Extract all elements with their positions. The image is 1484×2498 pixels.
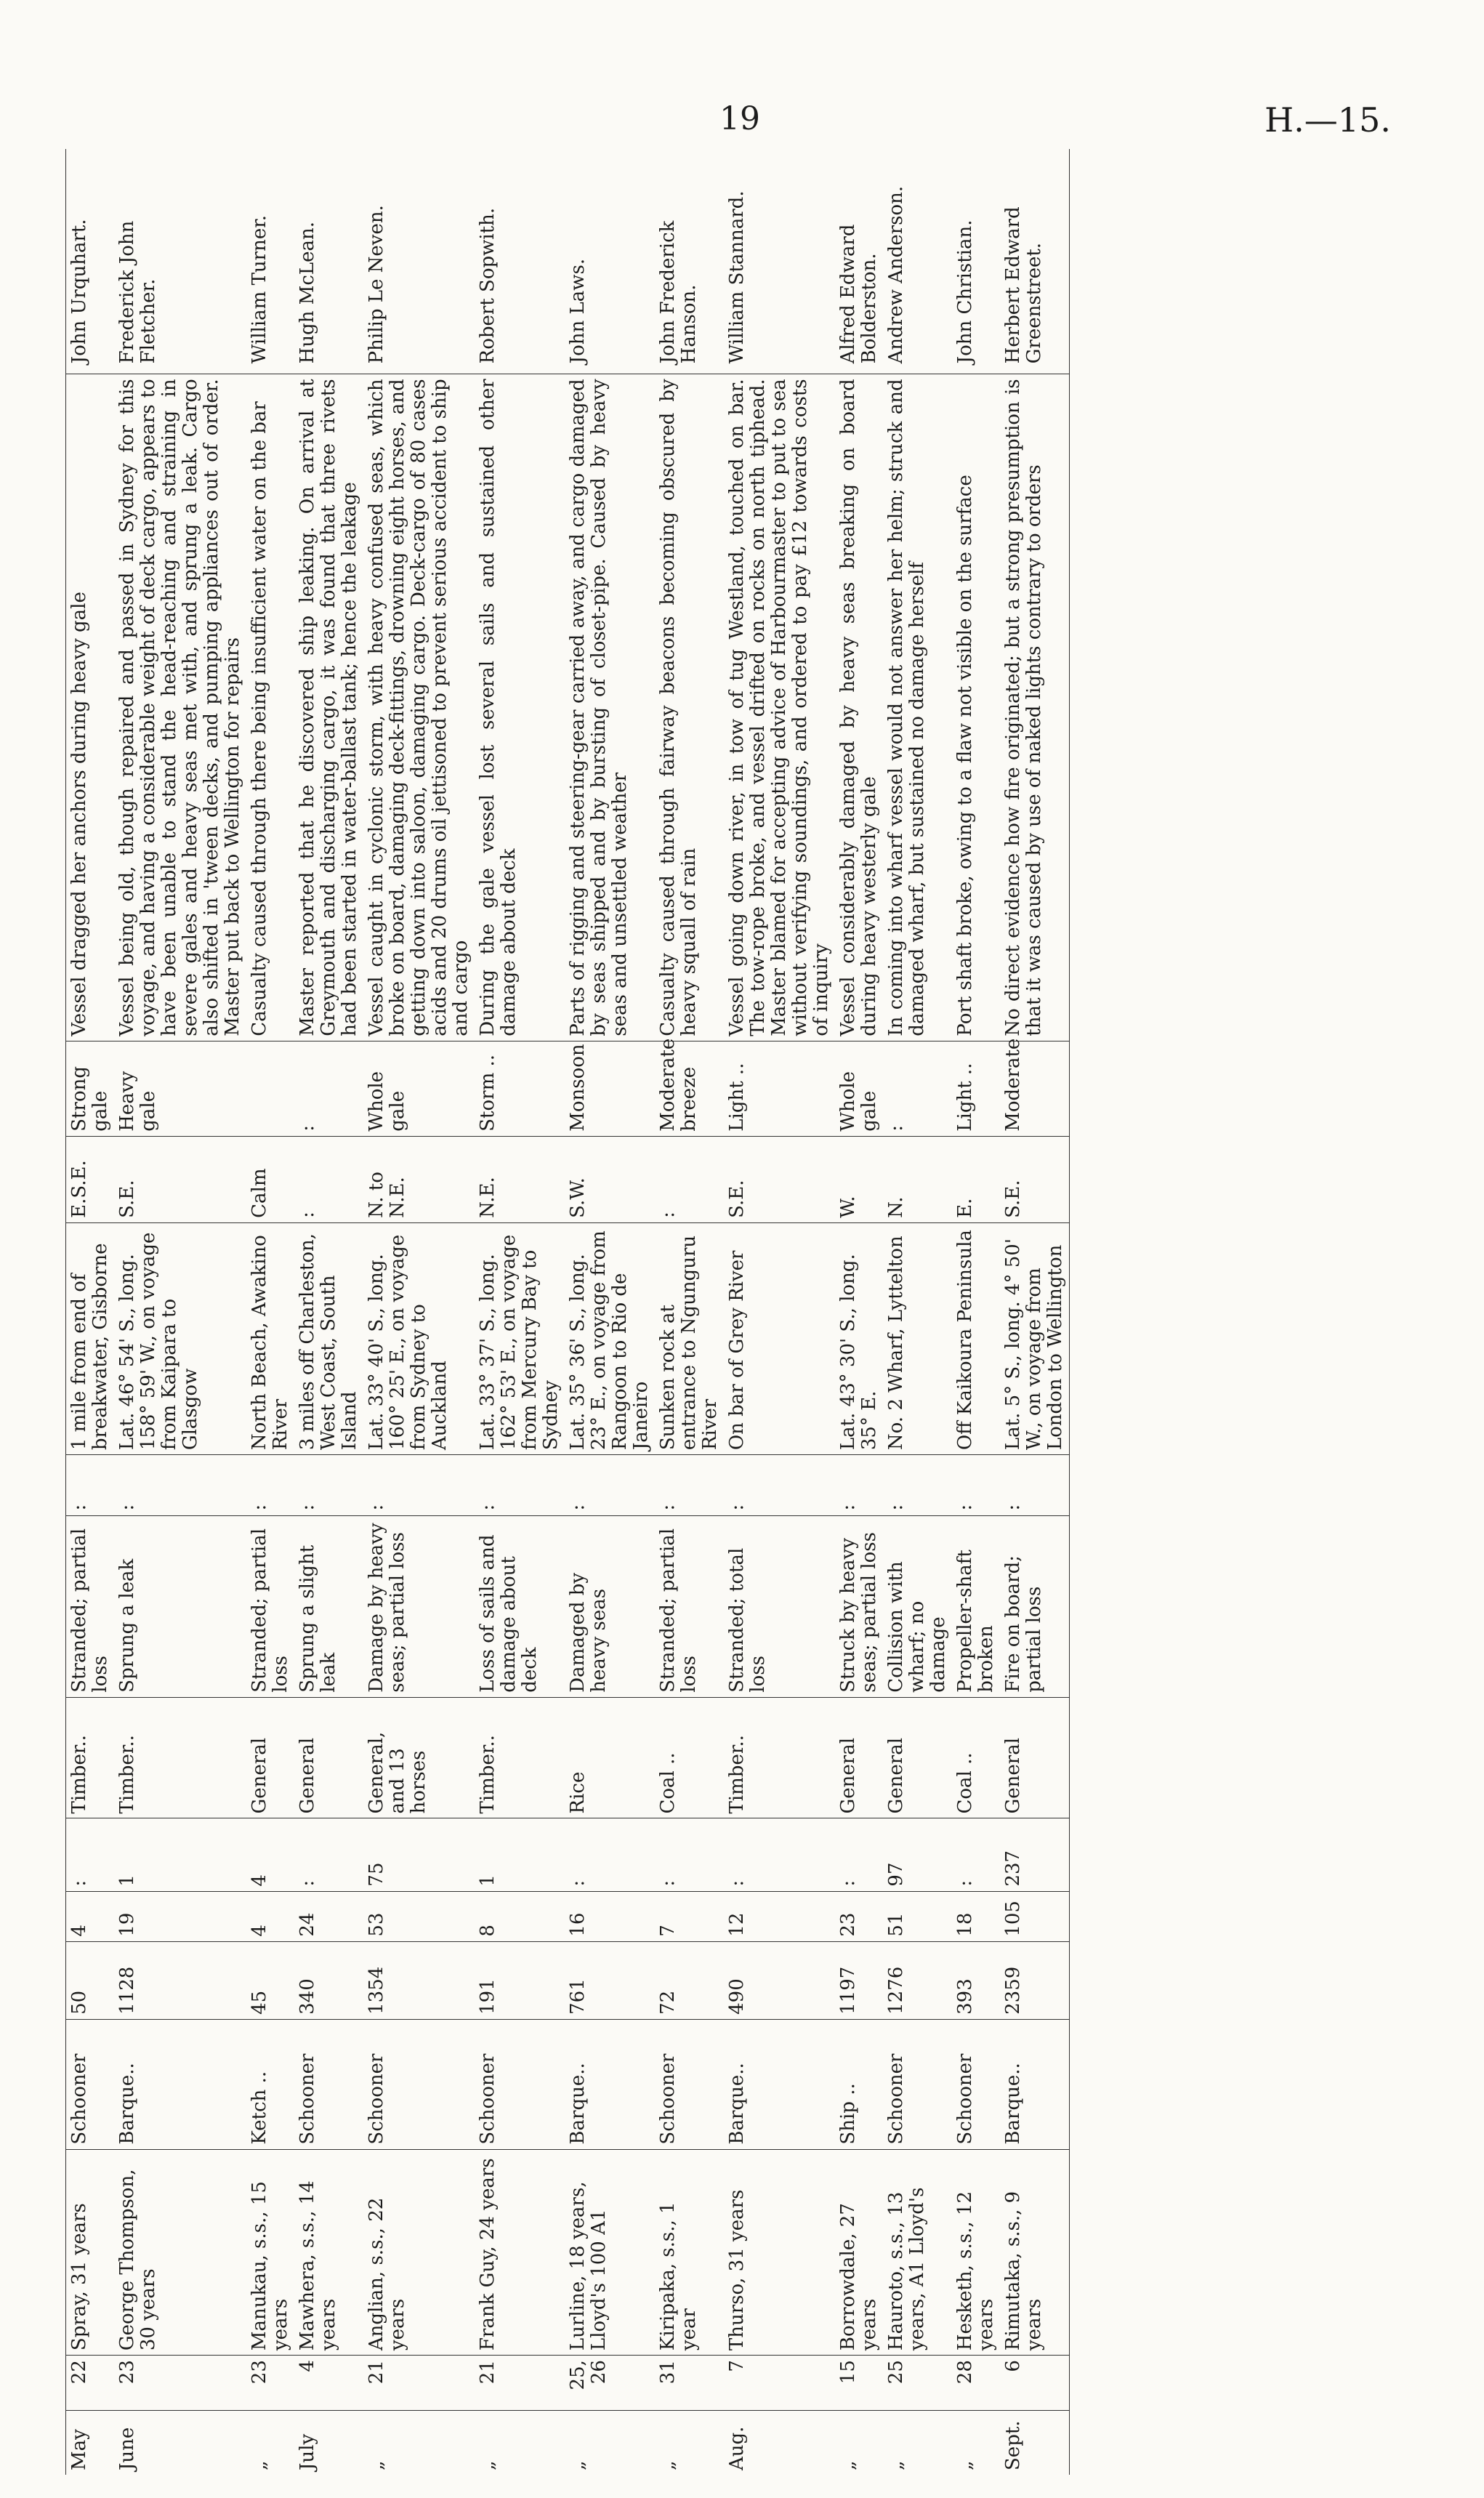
cell-cargo: General: [1000, 1697, 1070, 1818]
cell-month: „: [477, 2460, 499, 2470]
cell-dots: :: [565, 1455, 655, 1515]
cell-cause: Casualty caused through there being insufficient water on the bar: [246, 374, 294, 1041]
cell-master: John Urquhart.: [66, 149, 115, 374]
table-row: [246, 149, 294, 2475]
cell-place: Lat. 5° S., long. 4° 50' W., on voyage from London to Wellington: [1000, 1222, 1070, 1454]
cell-force: Light ..: [952, 1041, 1000, 1136]
cell-month: May: [66, 2411, 115, 2475]
cell-wind: S.E.: [1000, 1136, 1070, 1222]
cell-passengers: :: [294, 1818, 363, 1891]
cell-master: Frederick John Fletcher.: [114, 149, 246, 374]
cell-cargo: Timber..: [724, 1697, 835, 1818]
cell-wind: :: [294, 1136, 363, 1222]
cell-force: Whole gale: [835, 1041, 883, 1136]
cell-ship: Lurline, 18 years, Lloyd's 100 A1: [565, 2149, 655, 2356]
cell-force: Storm ..: [475, 1041, 565, 1136]
cell-dots: :: [883, 1455, 952, 1515]
table-row: [294, 149, 363, 2475]
cell-crew: 24: [294, 1891, 363, 1941]
cell-passengers: :: [835, 1818, 883, 1891]
cell-cause: Port shaft broke, owing to a flaw not visible on the surface: [952, 374, 1000, 1041]
table-row: [66, 149, 115, 2475]
cell-crew: 4: [246, 1891, 294, 1941]
cell-master: Andrew Anderson.: [883, 149, 952, 374]
cell-day: 25, 26: [565, 2356, 655, 2411]
cell-master: John Laws.: [565, 149, 655, 374]
cell-rig: Barque..: [565, 2019, 655, 2149]
cell-crew: 8: [475, 1891, 565, 1941]
casualty-table-rotated: [65, 149, 1395, 2475]
cell-cause: Vessel considerably damaged by heavy seas breaking on board during heavy westerly gale: [835, 374, 883, 1041]
cell-cargo: Rice: [565, 1697, 655, 1818]
page-number: 19: [719, 100, 760, 137]
cell-crew: 53: [363, 1891, 475, 1941]
cell-rig: Schooner: [655, 2019, 724, 2149]
cell-day: 6: [1000, 2356, 1070, 2411]
cell-nature: Stranded; partial loss: [66, 1515, 115, 1697]
table-row: [835, 149, 883, 2475]
cell-ship: Mawhera, s.s., 14 years: [294, 2149, 363, 2356]
cell-ship: Hauroto, s.s., 13 years, A1 Lloyd's: [883, 2149, 952, 2356]
cell-tons: 490: [724, 1941, 835, 2019]
cell-wind: :: [655, 1136, 724, 1222]
cell-passengers: 237: [1000, 1818, 1070, 1891]
cell-place: Lat. 33° 40' S., long. 160° 25' E., on voyage from Sydney to Auckland: [363, 1222, 475, 1454]
casualty-table: [65, 149, 1070, 2475]
cell-nature: Damaged by heavy seas: [565, 1515, 655, 1697]
cell-crew: 16: [565, 1891, 655, 1941]
cell-cargo: General: [883, 1697, 952, 1818]
cell-wind: E.: [952, 1136, 1000, 1222]
cell-cause: Casualty caused through fairway beacons becoming obscured by heavy squall of rain: [655, 374, 724, 1041]
cell-day: 15: [835, 2356, 883, 2411]
cell-day: 7: [724, 2356, 835, 2411]
cell-ship: Rimutaka, s.s., 9 years: [1000, 2149, 1070, 2356]
table-row: [565, 149, 655, 2475]
cell-cause: Vessel going down river, in tow of tug Westland, touched on bar. The tow-rope broke, and vessel drifted on rocks on north tiphead. Master blamed for accepting advice of Harbourmaster to put to sea without verifying soundings, and ordered to pay £12 towards costs of inquiry: [724, 374, 835, 1041]
cell-tons: 340: [294, 1941, 363, 2019]
cell-place: On bar of Grey River: [724, 1222, 835, 1454]
cell-dots: :: [655, 1455, 724, 1515]
cell-force: [246, 1041, 294, 1136]
cell-dots: :: [952, 1455, 1000, 1515]
cell-passengers: :: [655, 1818, 724, 1891]
cell-place: Lat. 33° 37' S., long. 162° 53' E., on voyage from Mercury Bay to Sydney: [475, 1222, 565, 1454]
cell-master: John Christian.: [952, 149, 1000, 374]
cell-place: Lat. 35° 36' S., long. 23° E., on voyage from Rangoon to Rio de Janeiro: [565, 1222, 655, 1454]
cell-cause: Vessel being old, though repaired and passed in Sydney for this voyage, and having a considerable weight of deck cargo, appears to have been unable to stand the head-reaching and straining in severe gales and heavy seas met with, and sprung a leak. Cargo also shifted in 'tween decks, and pumping appliances out of order. Master put back to Wellington for repairs: [114, 374, 246, 1041]
table-row: [363, 149, 475, 2475]
cell-rig: Schooner: [363, 2019, 475, 2149]
table-row: [724, 149, 835, 2475]
cell-force: Moderate: [1000, 1041, 1070, 1136]
cell-rig: Ketch ..: [246, 2019, 294, 2149]
cell-nature: Stranded; total loss: [724, 1515, 835, 1697]
cell-rig: Barque..: [724, 2019, 835, 2149]
cell-tons: 761: [565, 1941, 655, 2019]
cell-rig: Schooner: [475, 2019, 565, 2149]
cell-cause: Vessel caught in cyclonic storm, with heavy confused seas, which broke on board, damaging deck-fittings, drowning eight horses, and getting down into saloon, damaging cargo. Deck-cargo of 80 cases acids and 20 drums oil jettisoned to prevent serious accident to ship and cargo: [363, 374, 475, 1041]
cell-day: 31: [655, 2356, 724, 2411]
cell-crew: 4: [66, 1891, 115, 1941]
cell-wind: S.E.: [114, 1136, 246, 1222]
cell-place: No. 2 Wharf, Lyttelton: [883, 1222, 952, 1454]
cell-passengers: 97: [883, 1818, 952, 1891]
cell-force: Light ..: [724, 1041, 835, 1136]
cell-tons: 191: [475, 1941, 565, 2019]
cell-master: William Turner.: [246, 149, 294, 374]
cell-wind: N. to N.E.: [363, 1136, 475, 1222]
cell-place: 1 mile from end of breakwater, Gisborne: [66, 1222, 115, 1454]
cell-month: „: [837, 2460, 859, 2470]
cell-master: Alfred Edward Bolderston.: [835, 149, 883, 374]
cell-ship: Thurso, 31 years: [724, 2149, 835, 2356]
cell-nature: Sprung a leak: [114, 1515, 246, 1697]
cell-tons: 393: [952, 1941, 1000, 2019]
cell-master: Philip Le Neven.: [363, 149, 475, 374]
cell-cause: Vessel dragged her anchors during heavy gale: [66, 374, 115, 1041]
cell-nature: Loss of sails and damage about deck: [475, 1515, 565, 1697]
cell-ship: Frank Guy, 24 years: [475, 2149, 565, 2356]
table-row: [952, 149, 1000, 2475]
document-reference: H.—15.: [1265, 100, 1391, 140]
cell-nature: Sprung a slight leak: [294, 1515, 363, 1697]
cell-month: „: [249, 2460, 270, 2470]
cell-ship: Manukau, s.s., 15 years: [246, 2149, 294, 2356]
cell-tons: 72: [655, 1941, 724, 2019]
cell-nature: Propeller-shaft broken: [952, 1515, 1000, 1697]
cell-day: 28: [952, 2356, 1000, 2411]
cell-day: 22: [66, 2356, 115, 2411]
cell-wind: S.E.: [724, 1136, 835, 1222]
cell-passengers: 1: [114, 1818, 246, 1891]
cell-tons: 1197: [835, 1941, 883, 2019]
cell-cause: During the gale vessel lost several sails and sustained other damage about deck: [475, 374, 565, 1041]
table-row: [655, 149, 724, 2475]
table-row: [114, 149, 246, 2475]
cell-month: „: [567, 2460, 589, 2470]
cell-cause: In coming into wharf vessel would not answer her helm; struck and damaged wharf, but sustained no damage herself: [883, 374, 952, 1041]
cell-wind: E.S.E.: [66, 1136, 115, 1222]
cell-ship: Anglian, s.s., 22 years: [363, 2149, 475, 2356]
cell-nature: Collision with wharf; no damage: [883, 1515, 952, 1697]
cell-ship: Hesketh, s.s., 12 years: [952, 2149, 1000, 2356]
cell-passengers: :: [66, 1818, 115, 1891]
cell-crew: 12: [724, 1891, 835, 1941]
table-row: [475, 149, 565, 2475]
cell-master: Hugh McLean.: [294, 149, 363, 374]
cell-dots: :: [246, 1455, 294, 1515]
cell-day: 4: [294, 2356, 363, 2411]
cell-cargo: Timber..: [475, 1697, 565, 1818]
cell-master: Herbert Edward Greenstreet.: [1000, 149, 1070, 374]
cell-month: June: [116, 2427, 138, 2470]
cell-rig: Schooner: [952, 2019, 1000, 2149]
cell-crew: 23: [835, 1891, 883, 1941]
cell-dots: :: [363, 1455, 475, 1515]
cell-month: „: [657, 2460, 679, 2470]
cell-ship: Kiripaka, s.s., 1 year: [655, 2149, 724, 2356]
cell-passengers: 75: [363, 1818, 475, 1891]
cell-tons: 1128: [114, 1941, 246, 2019]
cell-nature: Stranded; partial loss: [655, 1515, 724, 1697]
cell-crew: 105: [1000, 1891, 1070, 1941]
cell-place: Sunken rock at entrance to Ngunguru River: [655, 1222, 724, 1454]
cell-force: Strong gale: [66, 1041, 115, 1136]
cell-day: 21: [475, 2356, 565, 2411]
cell-month: Sept.: [1000, 2411, 1070, 2475]
cell-cargo: Coal ..: [952, 1697, 1000, 1818]
cell-day: 25: [883, 2356, 952, 2411]
cell-crew: 19: [114, 1891, 246, 1941]
cell-place: Off Kaikoura Peninsula: [952, 1222, 1000, 1454]
cell-force: Heavy gale: [114, 1041, 246, 1136]
cell-dots: :: [835, 1455, 883, 1515]
cell-passengers: 1: [475, 1818, 565, 1891]
cell-tons: 50: [66, 1941, 115, 2019]
cell-day: 23: [246, 2356, 294, 2411]
cell-wind: Calm: [246, 1136, 294, 1222]
cell-nature: Stranded; partial loss: [246, 1515, 294, 1697]
cell-month: July: [297, 2433, 318, 2470]
cell-force: Monsoon: [565, 1041, 655, 1136]
cell-cargo: General: [294, 1697, 363, 1818]
cell-wind: W.: [835, 1136, 883, 1222]
cell-cargo: Coal ..: [655, 1697, 724, 1818]
cell-dots: :: [294, 1455, 363, 1515]
cell-place: North Beach, Awakino River: [246, 1222, 294, 1454]
cell-month: „: [954, 2460, 976, 2470]
cell-crew: 51: [883, 1891, 952, 1941]
cell-rig: Barque..: [114, 2019, 246, 2149]
table-row: [1000, 149, 1070, 2475]
table-row: [883, 149, 952, 2475]
cell-cargo: General, and 13 horses: [363, 1697, 475, 1818]
cell-ship: George Thompson, 30 years: [114, 2149, 246, 2356]
cell-dots: :: [114, 1455, 246, 1515]
cell-dots: :: [66, 1455, 115, 1515]
cell-crew: 18: [952, 1891, 1000, 1941]
cell-master: John Frederick Hanson.: [655, 149, 724, 374]
cell-cargo: Timber..: [66, 1697, 115, 1818]
cell-wind: S.W.: [565, 1136, 655, 1222]
cell-dots: :: [724, 1455, 835, 1515]
cell-passengers: 4: [246, 1818, 294, 1891]
cell-cargo: General: [246, 1697, 294, 1818]
casualty-table-body: [66, 149, 1070, 2475]
cell-month: Aug.: [726, 2426, 748, 2470]
cell-tons: 45: [246, 1941, 294, 2019]
cell-master: William Stannard.: [724, 149, 835, 374]
cell-dots: :: [475, 1455, 565, 1515]
cell-force: :: [294, 1041, 363, 1136]
cell-rig: Ship ..: [835, 2019, 883, 2149]
cell-nature: Fire on board; partial loss: [1000, 1515, 1070, 1697]
cell-force: Whole gale: [363, 1041, 475, 1136]
cell-force: :: [883, 1041, 952, 1136]
cell-ship: Spray, 31 years: [66, 2149, 115, 2356]
cell-tons: 1276: [883, 1941, 952, 2019]
cell-rig: Schooner: [294, 2019, 363, 2149]
cell-tons: 2359: [1000, 1941, 1070, 2019]
cell-day: 21: [363, 2356, 475, 2411]
cell-passengers: :: [565, 1818, 655, 1891]
cell-place: 3 miles off Charleston, West Coast, South Island: [294, 1222, 363, 1454]
cell-master: Robert Sopwith.: [475, 149, 565, 374]
cell-wind: N.E.: [475, 1136, 565, 1222]
cell-rig: Schooner: [66, 2019, 115, 2149]
cell-wind: N.: [883, 1136, 952, 1222]
cell-rig: Barque..: [1000, 2019, 1070, 2149]
cell-ship: Borrowdale, 27 years: [835, 2149, 883, 2356]
cell-place: Lat. 46° 54' S., long. 158° 59' W., on voyage from Kaipara to Glasgow: [114, 1222, 246, 1454]
cell-tons: 1354: [363, 1941, 475, 2019]
cell-crew: 7: [655, 1891, 724, 1941]
cell-cause: Parts of rigging and steering-gear carried away, and cargo damaged by seas shipped and by bursting of closet-pipe. Caused by heavy seas and unsettled weather: [565, 374, 655, 1041]
cell-day: 23: [114, 2356, 246, 2411]
cell-month: „: [366, 2460, 387, 2470]
cell-cause: No direct evidence how fire originated; but a strong presumption is that it was caused by use of naked lights contrary to orders: [1000, 374, 1070, 1041]
cell-place: Lat. 43° 30' S., long. 35° E.: [835, 1222, 883, 1454]
cell-dots: :: [1000, 1455, 1070, 1515]
cell-cargo: General: [835, 1697, 883, 1818]
cell-rig: Schooner: [883, 2019, 952, 2149]
cell-force: Moderate breeze: [655, 1041, 724, 1136]
cell-nature: Damage by heavy seas; partial loss: [363, 1515, 475, 1697]
cell-cargo: Timber..: [114, 1697, 246, 1818]
cell-nature: Struck by heavy seas; partial loss: [835, 1515, 883, 1697]
cell-passengers: :: [952, 1818, 1000, 1891]
cell-cause: Master reported that he discovered ship leaking. On arrival at Greymouth and discharging cargo, it was found that three rivets had been started in water-ballast tank; hence the leakage: [294, 374, 363, 1041]
cell-month: „: [885, 2460, 907, 2470]
cell-passengers: :: [724, 1818, 835, 1891]
